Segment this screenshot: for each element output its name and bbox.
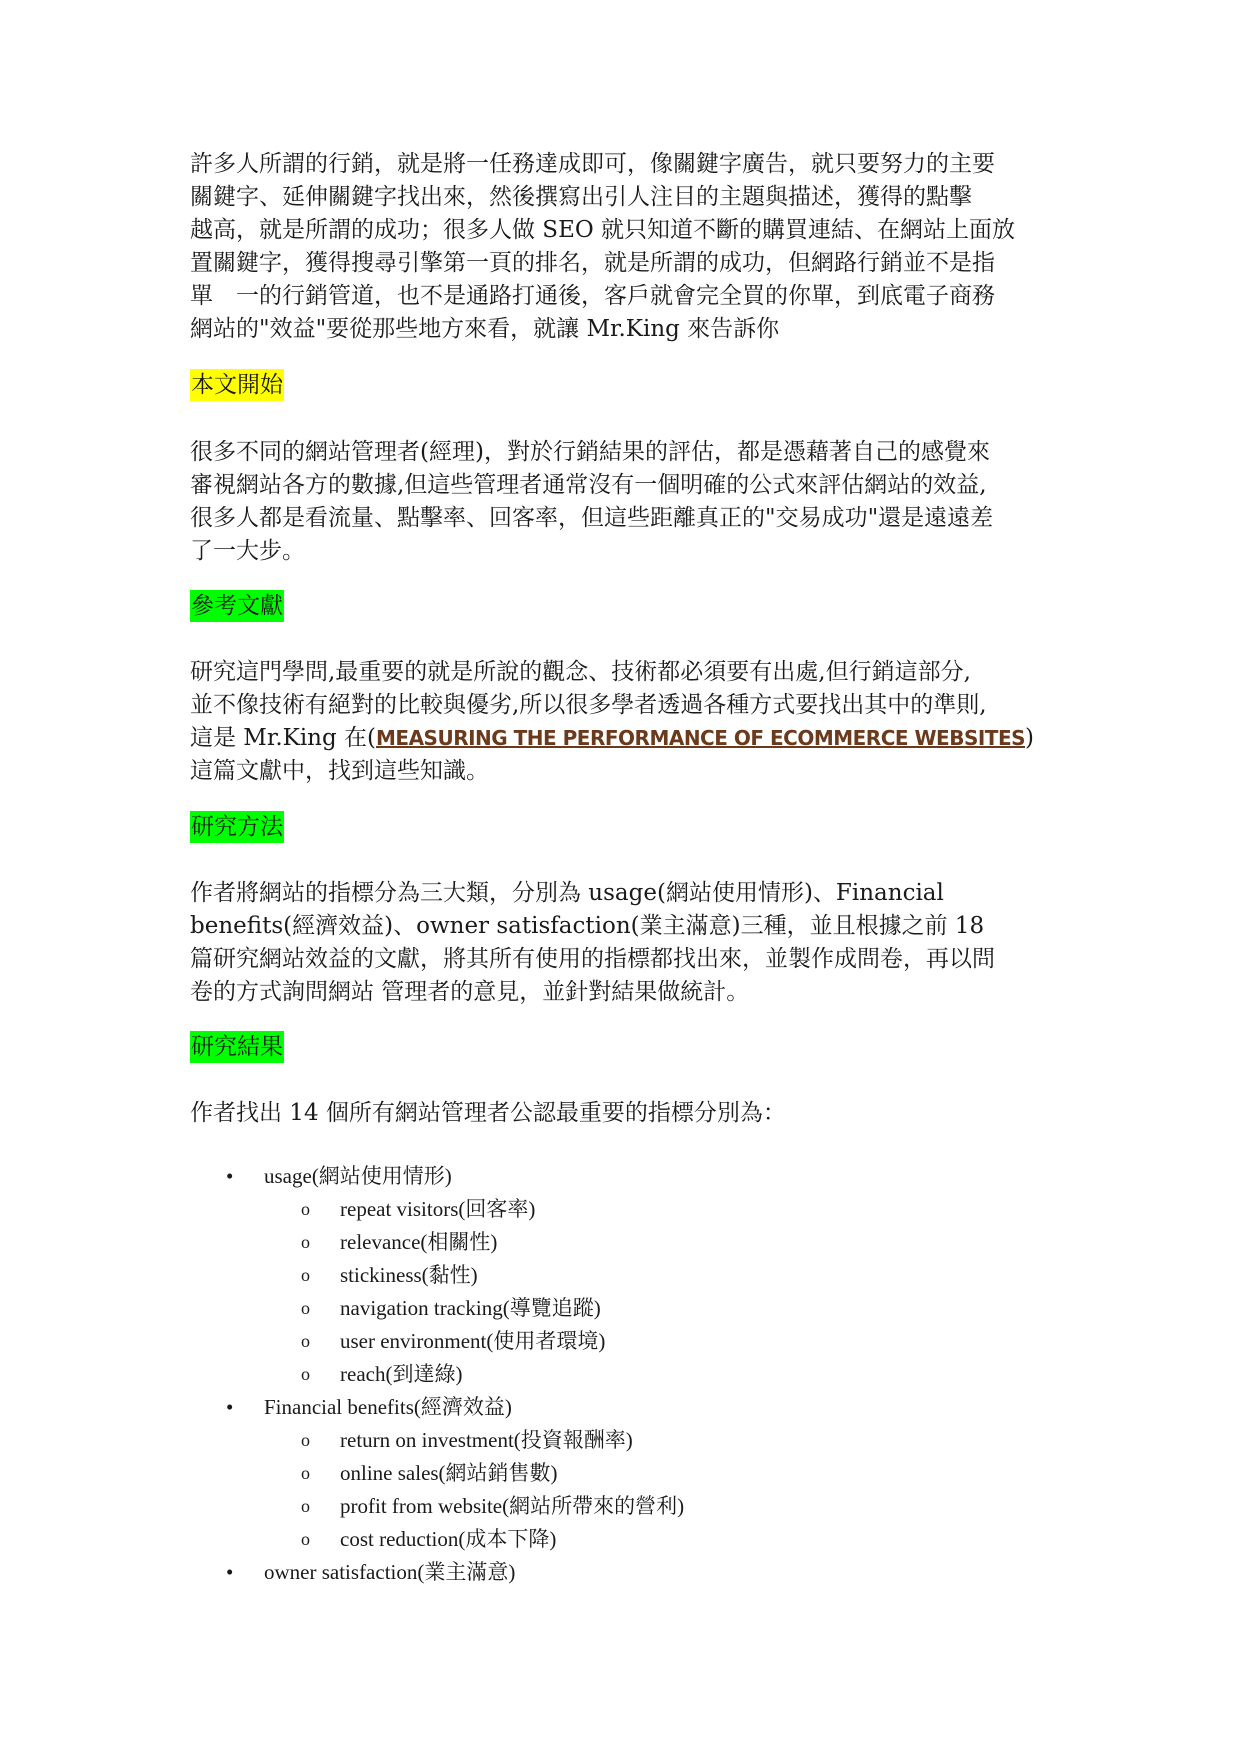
circle-bullet-icon: o (301, 1529, 310, 1549)
para-line: 審視網站各方的數據,但這些管理者通常沒有一個明確的公式來評估網站的效益, (190, 472, 987, 498)
para-line: 這篇文獻中，找到這些知識。 (190, 758, 489, 784)
intro-line: 許多人所謂的行銷，就是將一任務達成即可，像關鍵字廣告，就只要努力的主要 (190, 151, 995, 177)
circle-bullet-icon: o (301, 1331, 310, 1351)
list-item-label: usage(網站使用情形) (264, 1164, 452, 1188)
circle-bullet-icon: o (301, 1265, 310, 1285)
references-paragraph (190, 656, 1070, 788)
sub-list-item-label: relevance(相關性) (340, 1230, 498, 1254)
sub-list-item-label: stickiness(黏性) (340, 1263, 478, 1287)
para-line: 篇研究網站效益的文獻，將其所有使用的指標都找出來，並製作成問卷，再以問 (190, 946, 995, 972)
bullet-icon: • (226, 1560, 234, 1584)
circle-bullet-icon: o (301, 1199, 310, 1219)
sub-list-item-label: navigation tracking(導覽追蹤) (340, 1296, 601, 1320)
para-line: 了一大步。 (190, 538, 305, 564)
sub-list-item-label: profit from website(網站所帶來的營利) (340, 1494, 685, 1518)
circle-bullet-icon: o (301, 1496, 310, 1516)
circle-bullet-icon: o (301, 1364, 310, 1384)
heading-highlight: 本文開始 (190, 369, 284, 401)
method-paragraph (190, 877, 1070, 1009)
link-prefix: 這是 Mr.King 在( (190, 725, 376, 751)
start-paragraph (190, 436, 1070, 568)
intro-line: 越高，就是所謂的成功；很多人做 SEO 就只知道不斷的購買連結、在網站上面放 (190, 217, 1016, 243)
circle-bullet-icon: o (301, 1430, 310, 1450)
para-line-with-link (190, 722, 1070, 755)
intro-line: 置關鍵字，獲得搜尋引擎第一頁的排名，就是所謂的成功，但網路行銷並不是指 (190, 250, 995, 276)
results-paragraph (190, 1097, 1070, 1130)
list-item-label: Financial benefits(經濟效益) (264, 1395, 512, 1419)
para-line: 很多不同的網站管理者(經理)，對於行銷結果的評估，都是憑藉著自己的感覺來 (190, 439, 990, 465)
para-line: 卷的方式詢問網站 管理者的意見，並針對結果做統計。 (190, 979, 750, 1005)
heading-highlight: 參考文獻 (190, 590, 284, 622)
circle-bullet-icon: o (301, 1232, 310, 1252)
sub-list-item (190, 1193, 1070, 1226)
para-line: 作者找出 14 個所有網站管理者公認最重要的指標分別為： (190, 1100, 786, 1126)
sub-list-item (190, 1259, 1070, 1292)
intro-paragraph (190, 148, 1070, 346)
sub-list-item-label: online sales(網站銷售數) (340, 1461, 558, 1485)
sub-list-item-label: return on investment(投資報酬率) (340, 1428, 633, 1452)
list-item (190, 1556, 1070, 1589)
circle-bullet-icon: o (301, 1298, 310, 1318)
sub-list-item (190, 1358, 1070, 1391)
bullet-icon: • (226, 1164, 234, 1188)
bullet-icon: • (226, 1395, 234, 1419)
section-heading-references (190, 590, 284, 622)
link-suffix: ) (1025, 725, 1035, 751)
sub-list-item (190, 1523, 1070, 1556)
reference-link[interactable]: MEASURING THE PERFORMANCE OF ECOMMERCE WEBSITES (376, 726, 1026, 750)
intro-line: 網站的"效益"要從那些地方來看，就讓 Mr.King 來告訴你 (190, 316, 780, 342)
sub-list-item-label: user environment(使用者環境) (340, 1329, 606, 1353)
sub-list-item (190, 1292, 1070, 1325)
sub-list-item (190, 1424, 1070, 1457)
heading-highlight: 研究結果 (190, 1031, 284, 1063)
section-heading-start (190, 369, 284, 401)
sub-list-item-label: repeat visitors(回客率) (340, 1197, 536, 1221)
para-line: 並不像技術有絕對的比較與優劣,所以很多學者透過各種方式要找出其中的準則, (190, 692, 987, 718)
para-line: 研究這門學問,最重要的就是所說的觀念、技術都必須要有出處,但行銷這部分, (190, 659, 971, 685)
intro-line: 單 一的行銷管道，也不是通路打通後，客戶就會完全買的你單，到底電子商務 (190, 283, 995, 309)
sub-list-item (190, 1457, 1070, 1490)
sub-list-item (190, 1325, 1070, 1358)
intro-line: 關鍵字、延伸關鍵字找出來，然後撰寫出引人注目的主題與描述，獲得的點擊 (190, 184, 972, 210)
section-heading-method (190, 811, 284, 843)
sub-list-item-label: reach(到達綠) (340, 1362, 463, 1386)
circle-bullet-icon: o (301, 1463, 310, 1483)
para-line: 很多人都是看流量、點擊率、回客率，但這些距離真正的"交易成功"還是遠遠差 (190, 505, 994, 531)
heading-highlight: 研究方法 (190, 811, 284, 843)
list-item-label: owner satisfaction(業主滿意) (264, 1560, 516, 1584)
section-heading-results (190, 1031, 284, 1063)
sub-list-item (190, 1490, 1070, 1523)
para-line: 作者將網站的指標分為三大類，分別為 usage(網站使用情形)、Financial (190, 880, 944, 906)
list-item (190, 1160, 1070, 1193)
sub-list-item-label: cost reduction(成本下降) (340, 1527, 557, 1551)
sub-list-item (190, 1226, 1070, 1259)
list-item (190, 1391, 1070, 1424)
para-line: benefits(經濟效益)、owner satisfaction(業主滿意)三種，並且根據之前 18 (190, 913, 985, 939)
indicator-list (190, 1160, 1070, 1589)
